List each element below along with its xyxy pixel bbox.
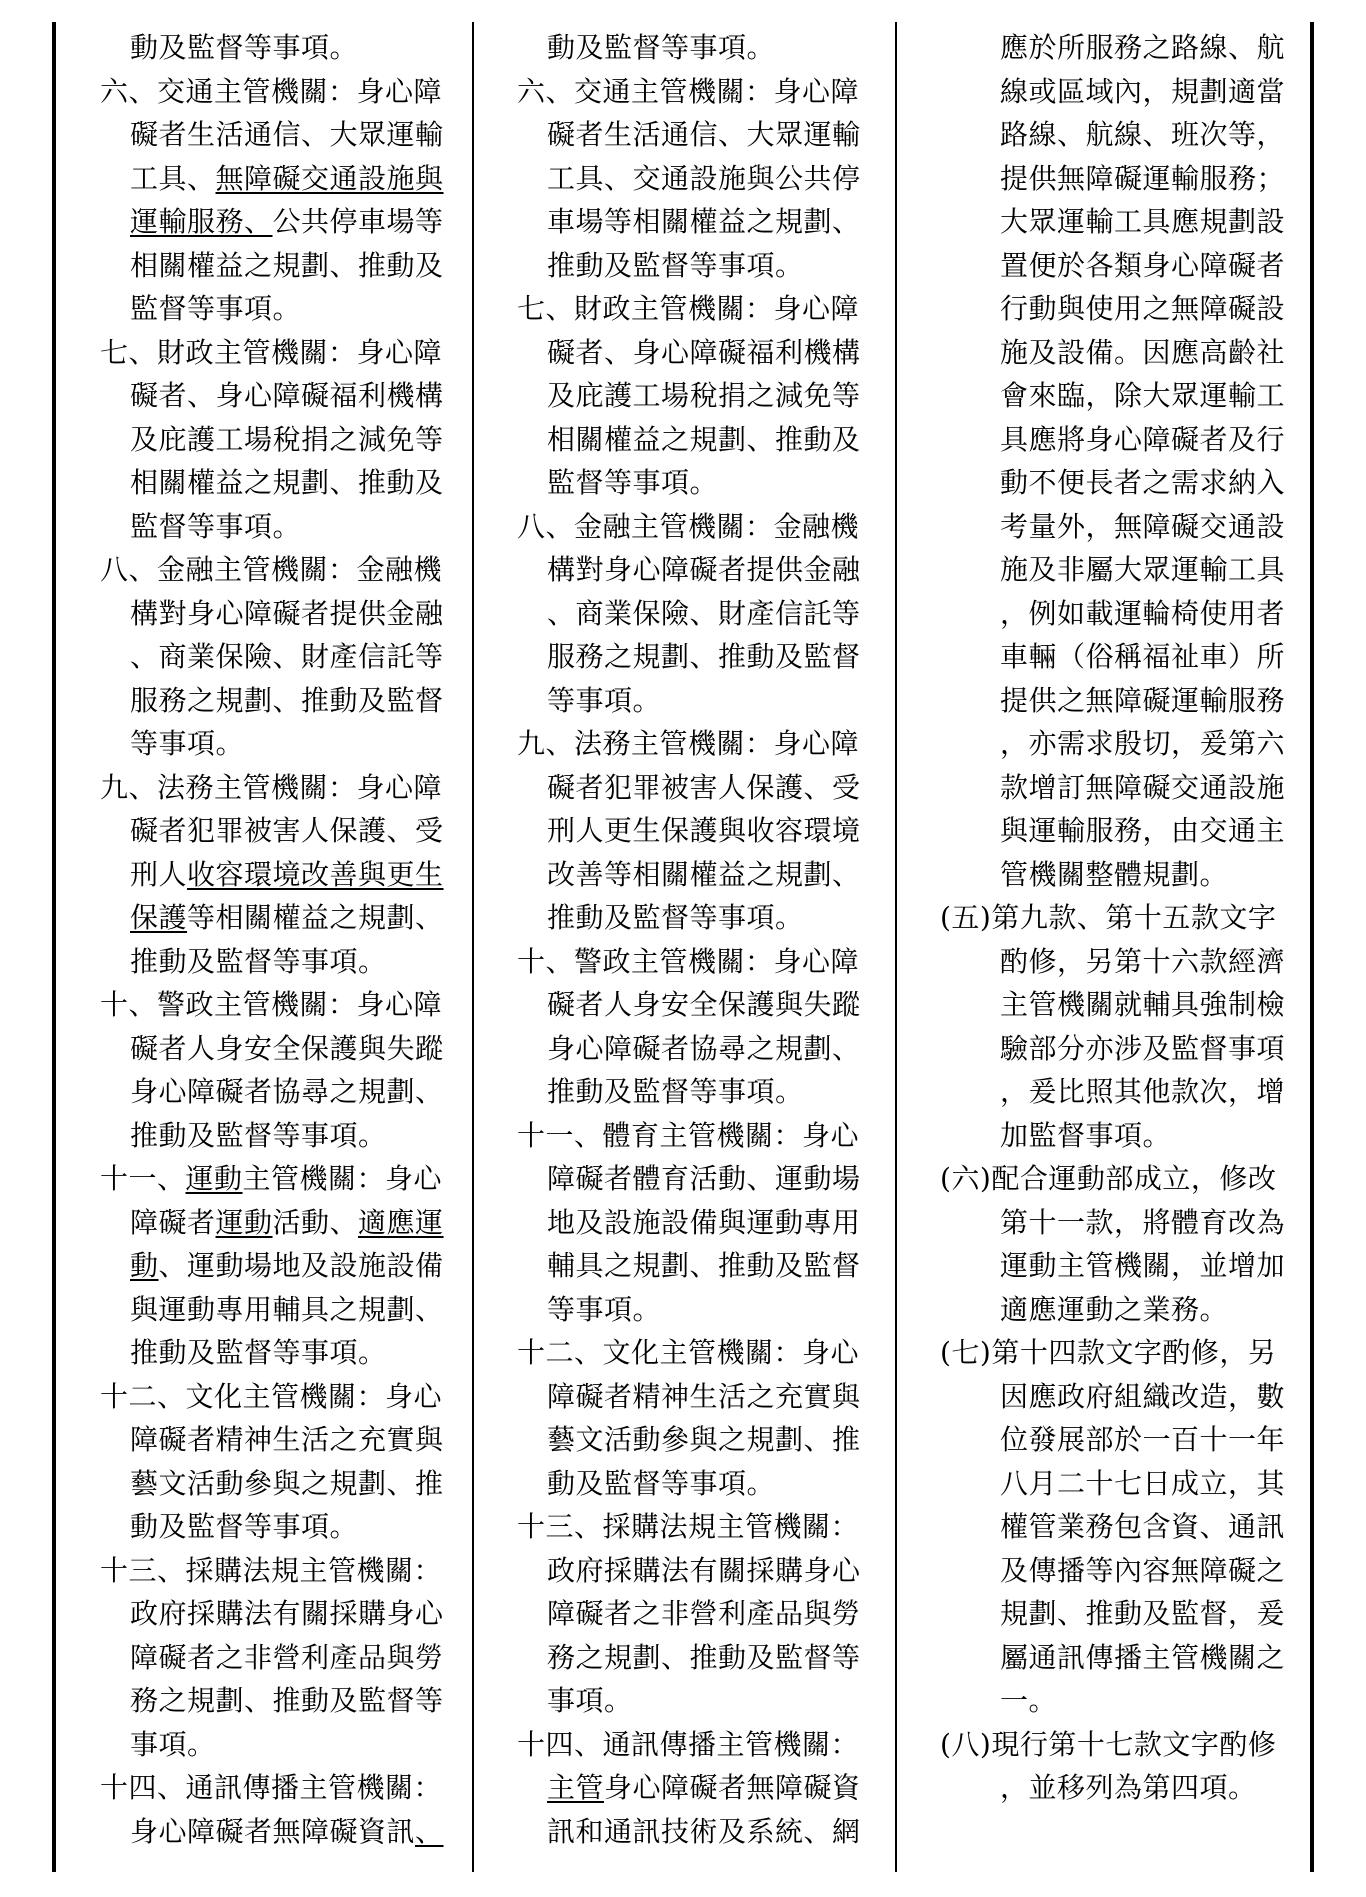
- text-line: 十四、通訊傳播主管機關：: [100, 1771, 443, 1804]
- column-divider-1: [472, 22, 474, 1872]
- text-line: 服務之規劃、推動及監督: [130, 683, 444, 717]
- column-divider-2: [895, 22, 897, 1872]
- text-line: 礙者生活通信、大眾運輸: [547, 118, 861, 151]
- text-line: 七、財政主管機關：身心障: [517, 292, 860, 325]
- text-line: 動、運動場地及設施設備: [130, 1249, 444, 1282]
- amended-underline: 保護: [130, 901, 188, 934]
- text-line: 六、交通主管機關：身心障: [517, 74, 860, 108]
- text-line: 車場等相關權益之規劃、: [547, 205, 861, 238]
- text-line: ，爰比照其他款次，增: [1000, 1075, 1286, 1108]
- text-line: (五)第九款、第十五款文字: [940, 901, 1277, 934]
- text-line: 礙者、身心障礙福利機構: [130, 379, 444, 412]
- text-line: 與運輸服務，由交通主: [1000, 814, 1286, 847]
- text-line: 九、法務主管機關：身心障: [100, 770, 443, 804]
- text-line: 應於所服務之路線、航: [1000, 31, 1286, 64]
- text-line: 八、金融主管機關：金融機: [100, 553, 443, 586]
- text-line: 八月二十七日成立，其: [1000, 1466, 1286, 1500]
- amended-underline: 動: [130, 1249, 159, 1282]
- text-line: ，並移列為第四項。: [1000, 1771, 1257, 1804]
- text-line: 礙者、身心障礙福利機構: [547, 335, 861, 369]
- text-line: ，例如載運輪椅使用者: [1000, 596, 1286, 630]
- text-line: 及傳播等內容無障礙之: [1000, 1553, 1286, 1587]
- text-line: 屬通訊傳播主管機關之: [1000, 1640, 1286, 1674]
- text-line: 相關權益之規劃、推動及: [547, 422, 861, 456]
- text-line: 八、金融主管機關：金融機: [517, 509, 860, 543]
- text-line: 等事項。: [547, 683, 662, 717]
- text-line: 十一、體育主管機關：身心: [517, 1118, 860, 1152]
- text-line: 等事項。: [130, 727, 245, 760]
- text-line: 務之規劃、推動及監督等: [130, 1684, 444, 1717]
- text-line: 礙者犯罪被害人保護、受: [547, 770, 861, 804]
- text-line: 主管機關就輔具強制檢: [1000, 988, 1286, 1021]
- text-line: 動及監督等事項。: [130, 1510, 359, 1543]
- text-line: 、商業保險、財產信託等: [130, 640, 444, 673]
- text-line: 身心障礙者協尋之規劃、: [130, 1075, 444, 1108]
- text-line: 工具、無障礙交通設施與: [130, 161, 444, 195]
- amended-underline: 適應運: [358, 1205, 444, 1239]
- left-border: [52, 22, 56, 1872]
- text-line: 六、交通主管機關：身心障: [100, 74, 443, 108]
- amended-text-column: [100, 26, 460, 1853]
- text-line: 路線、航線、班次等，: [1000, 118, 1286, 151]
- text-line: 地及設施設備與運動專用: [547, 1205, 861, 1239]
- text-line: 權管業務包含資、通訊: [1000, 1510, 1286, 1543]
- text-line: 十三、採購法規主管機關：: [517, 1510, 860, 1543]
- text-line: 監督等事項。: [130, 509, 302, 543]
- text-line: 礙者犯罪被害人保護、受: [130, 814, 444, 847]
- amended-underline: 運輸服務、: [130, 205, 273, 238]
- text-line: ，亦需求殷切，爰第六: [1000, 727, 1286, 760]
- text-line: 具應將身心障礙者及行: [1000, 422, 1286, 456]
- text-line: 身心障礙者協尋之規劃、: [547, 1031, 861, 1065]
- text-line: 十、警政主管機關：身心障: [517, 944, 860, 978]
- text-line: 、商業保險、財產信託等: [547, 596, 861, 630]
- text-line: 訊和通訊技術及系統、網: [547, 1814, 861, 1848]
- right-border: [1310, 22, 1314, 1872]
- text-line: 大眾運輸工具應規劃設: [1000, 205, 1286, 238]
- text-line: 動及監督等事項。: [547, 1466, 776, 1500]
- text-line: 監督等事項。: [547, 466, 719, 499]
- text-line: 動及監督等事項。: [547, 31, 776, 64]
- text-line: 服務之規劃、推動及監督: [547, 640, 861, 673]
- text-line: 運動主管機關，並增加: [1000, 1249, 1286, 1282]
- text-line: 管機關整體規劃。: [1000, 857, 1229, 891]
- text-line: 十、警政主管機關：身心障: [100, 988, 443, 1021]
- text-line: 動及監督等事項。: [130, 31, 359, 64]
- text-line: 因應政府組織改造，數: [1000, 1379, 1286, 1413]
- current-text-column: [517, 26, 887, 1853]
- text-line: 會來臨，除大眾運輸工: [1000, 379, 1286, 412]
- text-line: 構對身心障礙者提供金融: [547, 553, 861, 586]
- text-line: 九、法務主管機關：身心障: [517, 727, 860, 760]
- text-line: 事項。: [130, 1727, 216, 1761]
- text-line: 施及設備。因應高齡社: [1000, 335, 1286, 369]
- amended-underline: 、: [415, 1814, 444, 1848]
- text-line: 事項。: [547, 1684, 633, 1717]
- amended-underline: 無障礙交通設施與: [215, 161, 444, 195]
- explanation-column: [940, 26, 1310, 1810]
- text-line: 身心障礙者無障礙資訊、: [130, 1814, 444, 1848]
- text-line: 改善等相關權益之規劃、: [547, 857, 861, 891]
- text-line: 障礙者精神生活之充實與: [130, 1423, 444, 1456]
- text-line: (七)第十四款文字酌修，另: [940, 1336, 1277, 1369]
- text-line: 提供之無障礙運輸服務: [1000, 683, 1286, 717]
- text-line: 障礙者之非營利產品與勞: [547, 1597, 861, 1630]
- text-line: 線或區域內，規劃適當: [1000, 74, 1286, 108]
- text-line: 礙者人身安全保護與失蹤: [130, 1031, 444, 1065]
- text-line: 行動與使用之無障礙設: [1000, 292, 1286, 325]
- text-line: 藝文活動參與之規劃、推: [547, 1423, 861, 1456]
- text-line: 障礙者運動活動、適應運: [130, 1205, 444, 1239]
- text-line: 相關權益之規劃、推動及: [130, 466, 444, 499]
- text-line: 十四、通訊傳播主管機關：: [517, 1727, 860, 1761]
- text-line: 障礙者之非營利產品與勞: [130, 1640, 444, 1674]
- text-line: 輔具之規劃、推動及監督: [547, 1249, 861, 1282]
- text-line: 務之規劃、推動及監督等: [547, 1640, 861, 1674]
- text-line: 十二、文化主管機關：身心: [517, 1336, 860, 1369]
- text-line: 政府採購法有關採購身心: [547, 1553, 861, 1587]
- text-line: 施及非屬大眾運輸工具: [1000, 553, 1286, 586]
- amended-underline: 運動: [185, 1162, 243, 1195]
- text-line: 第十一款，將體育改為: [1000, 1205, 1286, 1239]
- text-line: 推動及監督等事項。: [130, 944, 387, 978]
- text-line: 主管身心障礙者無障礙資: [547, 1771, 861, 1804]
- text-line: 運輸服務、公共停車場等: [130, 205, 444, 238]
- text-line: 礙者生活通信、大眾運輸: [130, 118, 444, 151]
- text-line: 障礙者精神生活之充實與: [547, 1379, 861, 1413]
- amended-underline: 主管: [547, 1771, 605, 1804]
- text-line: 置便於各類身心障礙者: [1000, 248, 1286, 282]
- text-line: 相關權益之規劃、推動及: [130, 248, 444, 282]
- text-line: 礙者人身安全保護與失蹤: [547, 988, 861, 1021]
- text-line: 位發展部於一百十一年: [1000, 1423, 1286, 1456]
- text-line: 推動及監督等事項。: [547, 901, 804, 934]
- text-line: (六)配合運動部成立，修改: [940, 1162, 1277, 1195]
- text-line: 刑人更生保護與收容環境: [547, 814, 861, 847]
- text-line: 酌修，另第十六款經濟: [1000, 944, 1286, 978]
- amended-underline: 運動: [215, 1205, 273, 1239]
- text-line: 推動及監督等事項。: [547, 1075, 804, 1108]
- text-line: 七、財政主管機關：身心障: [100, 335, 443, 369]
- text-line: 障礙者體育活動、運動場: [547, 1162, 861, 1195]
- text-line: 工具、交通設施與公共停: [547, 161, 861, 195]
- text-line: 動不便長者之需求納入: [1000, 466, 1286, 499]
- text-line: 十一、運動主管機關：身心: [100, 1162, 443, 1195]
- text-line: (八)現行第十七款文字酌修: [940, 1727, 1277, 1761]
- text-line: 等事項。: [547, 1292, 662, 1326]
- text-line: 加監督事項。: [1000, 1118, 1172, 1152]
- text-line: 藝文活動參與之規劃、推: [130, 1466, 444, 1500]
- text-line: 及庇護工場稅捐之減免等: [547, 379, 861, 412]
- text-line: 與運動專用輔具之規劃、: [130, 1292, 444, 1326]
- text-line: 推動及監督等事項。: [130, 1336, 387, 1369]
- text-line: 提供無障礙運輸服務；: [1000, 161, 1286, 195]
- text-line: 規劃、推動及監督，爰: [1000, 1597, 1286, 1630]
- text-line: 款增訂無障礙交通設施: [1000, 770, 1286, 804]
- text-line: 監督等事項。: [130, 292, 302, 325]
- text-line: 推動及監督等事項。: [547, 248, 804, 282]
- text-line: 車輛（俗稱福祉車）所: [1000, 640, 1286, 673]
- text-line: 考量外，無障礙交通設: [1000, 509, 1286, 543]
- text-line: 十二、文化主管機關：身心: [100, 1379, 443, 1413]
- text-line: 一。: [1000, 1684, 1058, 1717]
- amended-underline: 收容環境改善與更生: [187, 857, 444, 891]
- text-line: 驗部分亦涉及監督事項: [1000, 1031, 1286, 1065]
- text-line: 推動及監督等事項。: [130, 1118, 387, 1152]
- text-line: 政府採購法有關採購身心: [130, 1597, 444, 1630]
- text-line: 構對身心障礙者提供金融: [130, 596, 444, 630]
- text-line: 及庇護工場稅捐之減免等: [130, 422, 444, 456]
- text-line: 刑人收容環境改善與更生: [130, 857, 444, 891]
- text-line: 十三、採購法規主管機關：: [100, 1553, 443, 1587]
- text-line: 保護等相關權益之規劃、: [130, 901, 444, 934]
- text-line: 適應運動之業務。: [1000, 1292, 1229, 1326]
